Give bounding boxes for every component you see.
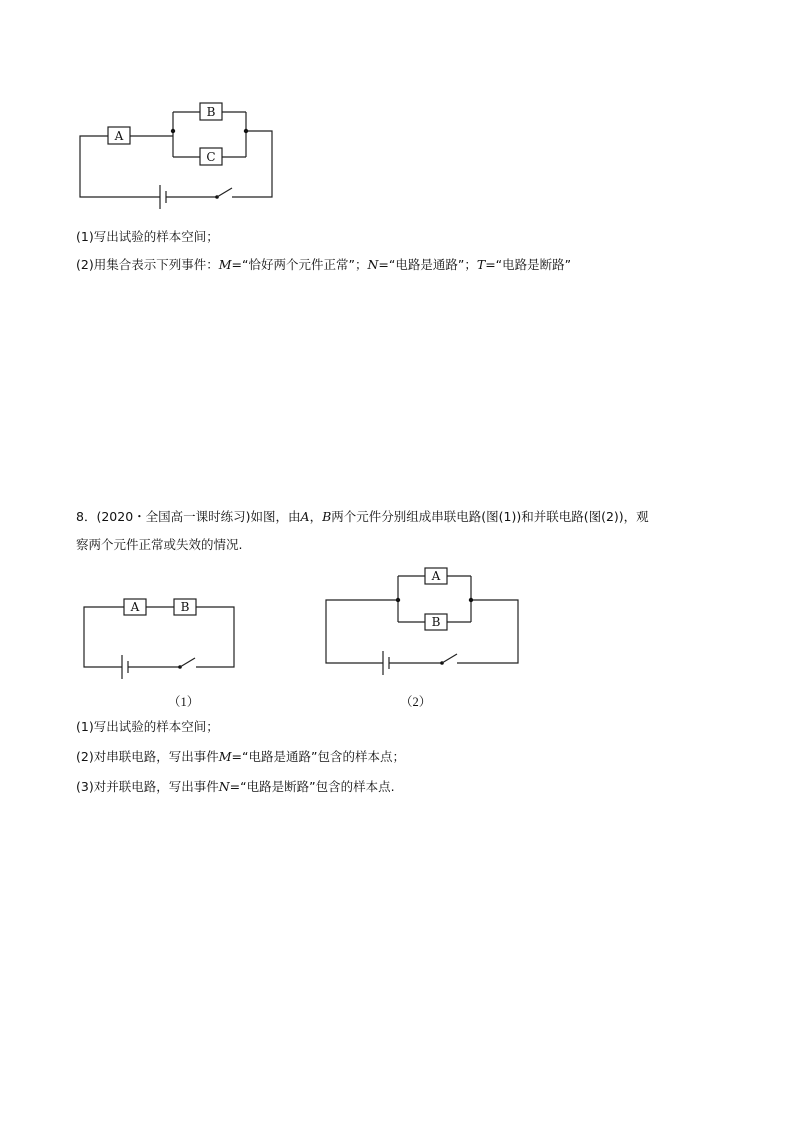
figure-1-caption: （1） xyxy=(168,695,200,709)
svg-text:B: B xyxy=(180,600,190,614)
svg-text:B: B xyxy=(206,105,216,119)
junction-node xyxy=(469,598,473,602)
circuit-wires xyxy=(80,112,272,197)
component-b xyxy=(425,614,447,630)
junction-node xyxy=(171,129,175,133)
circuit-wires xyxy=(326,576,518,663)
circuit-diagram-abc xyxy=(0,0,794,230)
component-c xyxy=(200,148,222,165)
problem-8-line-1: 8．(2020・全国高一课时练习)如图，由A，B两个元件分别组成串联电路(图(1))和并联电路(图(2))，观 xyxy=(76,509,649,524)
battery-symbol xyxy=(160,185,166,209)
component-a xyxy=(425,568,447,584)
problem-8-line-2: 察两个元件正常或失效的情况. xyxy=(76,537,243,552)
svg-text:A: A xyxy=(130,600,140,614)
svg-text:A: A xyxy=(431,569,441,583)
problem-8-question-3: (3)对并联电路，写出事件N=“电路是断路”包含的样本点. xyxy=(76,779,395,794)
switch-symbol xyxy=(215,188,232,199)
figure-2-caption: （2） xyxy=(400,695,432,709)
svg-text:B: B xyxy=(431,615,441,629)
switch-symbol xyxy=(440,654,457,665)
svg-text:C: C xyxy=(206,150,216,164)
parallel-circuit-diagram xyxy=(0,560,560,680)
component-b xyxy=(200,103,222,120)
component-a xyxy=(108,127,130,144)
problem-8-question-1: (1)写出试验的样本空间； xyxy=(76,719,219,734)
question-2-text: (2)用集合表示下列事件：M=“恰好两个元件正常”；N=“电路是通路”；T=“电路是断路” xyxy=(76,257,572,272)
junction-node xyxy=(396,598,400,602)
question-1-text: (1)写出试验的样本空间； xyxy=(76,229,219,244)
problem-8-question-2: (2)对串联电路，写出事件M=“电路是通路”包含的样本点； xyxy=(76,749,405,764)
svg-text:A: A xyxy=(114,129,124,143)
battery-symbol xyxy=(383,651,389,675)
junction-node xyxy=(244,129,248,133)
